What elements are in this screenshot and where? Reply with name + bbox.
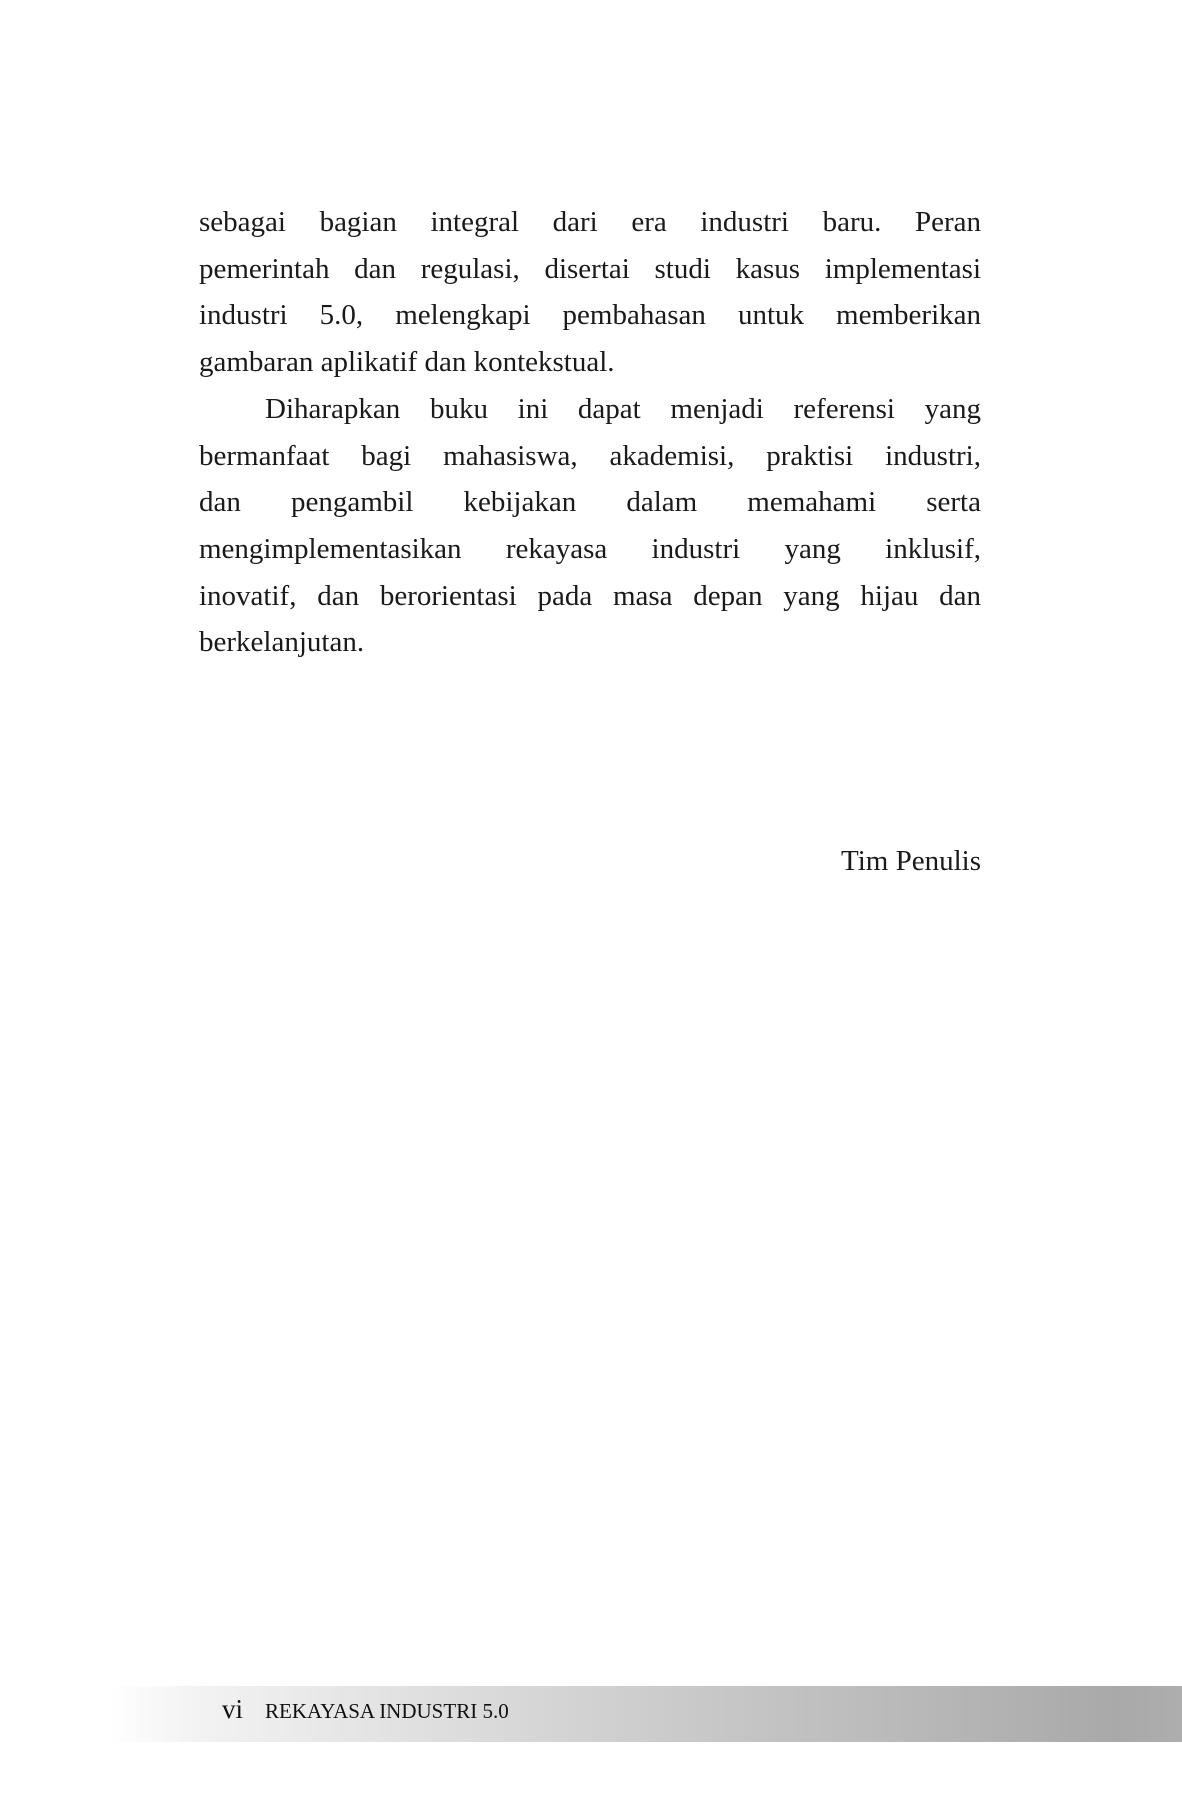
page-number: vi xyxy=(222,1693,244,1724)
body-line: bermanfaat bagi mahasiswa, akademisi, praktisi industri, xyxy=(199,439,981,472)
footer-bar xyxy=(108,1686,1182,1742)
body-line: industri 5.0, melengkapi pembahasan untuk memberikan xyxy=(199,299,981,332)
body-line: inovatif, dan berorientasi pada masa depan yang hijau dan xyxy=(199,579,981,612)
body-line: pemerintah dan regulasi, disertai studi kasus implementasi xyxy=(199,252,981,285)
body-text xyxy=(199,199,981,666)
body-line: Diharapkan buku ini dapat menjadi referensi yang xyxy=(265,392,981,425)
body-line: mengimplementasikan rekayasa industri yang inklusif, xyxy=(199,532,981,565)
body-line: gambaran aplikatif dan kontekstual. xyxy=(199,346,615,379)
body-line: dan pengambil kebijakan dalam memahami serta xyxy=(199,486,981,519)
book-title: REKAYASA INDUSTRI 5.0 xyxy=(265,1698,509,1723)
body-line: sebagai bagian integral dari era industri baru. Peran xyxy=(199,206,981,238)
signature-line: Tim Penulis xyxy=(841,845,981,877)
footer-content xyxy=(108,1693,509,1724)
body-line: berkelanjutan. xyxy=(199,626,365,659)
